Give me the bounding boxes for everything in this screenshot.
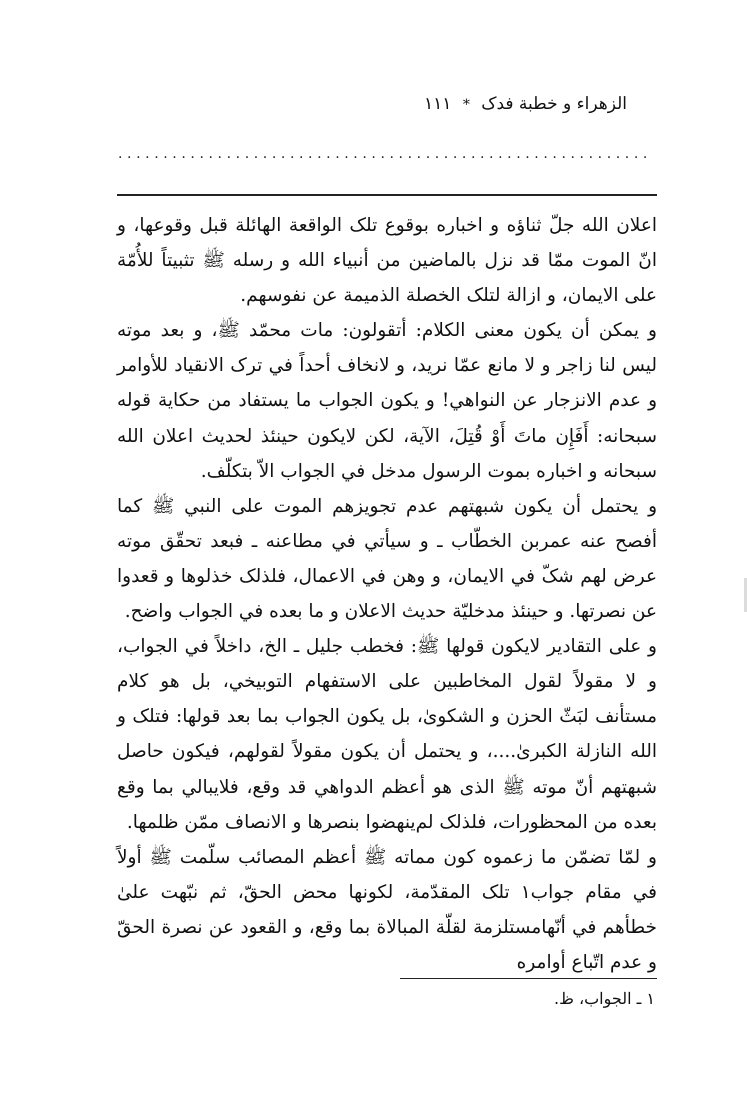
- footnote-rule: [400, 978, 657, 979]
- paragraph: و يمکن أن يکون معنى الکلام: أتقولون: مات محمّد ﷺ، و بعد موته ليس لنا زاجر و لا مانع عمّا نريد، و لانخاف أحداً في ترک الانقياد للأوامر و عدم الانزجار عن النواهي! و يکون الجواب ما يستفاد من حکاية قوله سبحانه: أَفَإِن ماتَ أَوْ قُتِلَ، الآية، لکن لايکون حينئذ لحديث اعلان الله سبحانه و اخباره بموت الرسول مدخل في الجواب الاّ بتکلّف.: [117, 320, 657, 482]
- paragraph: و يحتمل أن يکون شبهتهم عدم تجويزهم الموت على النبي ﷺ کما أفصح عنه عمربن الخطّاب ـ و سيأتي في مطاعنه ـ فبعد تحقّق موته عرض لهم شکّ في الايمان، و وهن في الاعمال، فلذلک خذلوها و قعدوا عن نصرتها. و حينئذ مدخليّة حديث الاعلان و ما بعده في الجواب واضح.: [117, 495, 657, 623]
- body-text: [117, 208, 657, 980]
- running-header: [120, 92, 627, 117]
- paragraph: و لمّا تضمّن ما زعموه کون مماته ﷺ أعظم المصائب سلّمت ﷺ أولاً في مقام جواب١ تلک المقدّمة، لکونها محض الحقّ، ثم نبّهت علىٰ خطأهم في أنّهامستلزمة لقلّة المبالاة بما وقع، و القعود عن نصرة الحقّ و عدم اتّباع أوامره: [117, 846, 658, 973]
- dotted-separator: ...........................................................: [118, 146, 652, 162]
- paragraph: اعلان الله جلّ ثناؤه و اخباره بوقوع تلک الواقعة الهائلة قبل وقوعها، و انّ الموت ممّا قد نزل بالماضين من أنبياء الله و رسله ﷺ تثبيتاً للأُمّة على الايمان، و ازالة لتلک الخصلة الذميمة عن نفوسهم.: [117, 215, 657, 307]
- paragraph: و على التقادير لايکون قولها ﷺ: فخطب جليل ـ الخ، داخلاً في الجواب، و لا مقولاً لقول المخاطبين على الاستفهام التوبيخي، بل هو کلام مستأنف لبَثّ الحزن و الشکوىٰ، بل يکون الجواب بما بعد قولها: فتلک و الله النازلة الکبرىٰ....، و يحتمل أن يکون مقولاً لقولهم، فيکون حاصل شبهتهم أنّ موته ﷺ الذى هو أعظم الدواهي قد وقع، فلايبالي بما وقع بعده من المحظورات، فلذلک لم‌ينهضوا بنصرها و الانصاف ممّن ظلمها.: [117, 636, 657, 833]
- top-rule: [117, 194, 657, 196]
- header-separator: *: [462, 97, 470, 113]
- page-number: ١١١: [424, 94, 452, 114]
- footnote: ١ ـ الجواب، ظ.: [553, 989, 655, 1008]
- running-title: الزهراء و خطبة فدک: [481, 94, 627, 114]
